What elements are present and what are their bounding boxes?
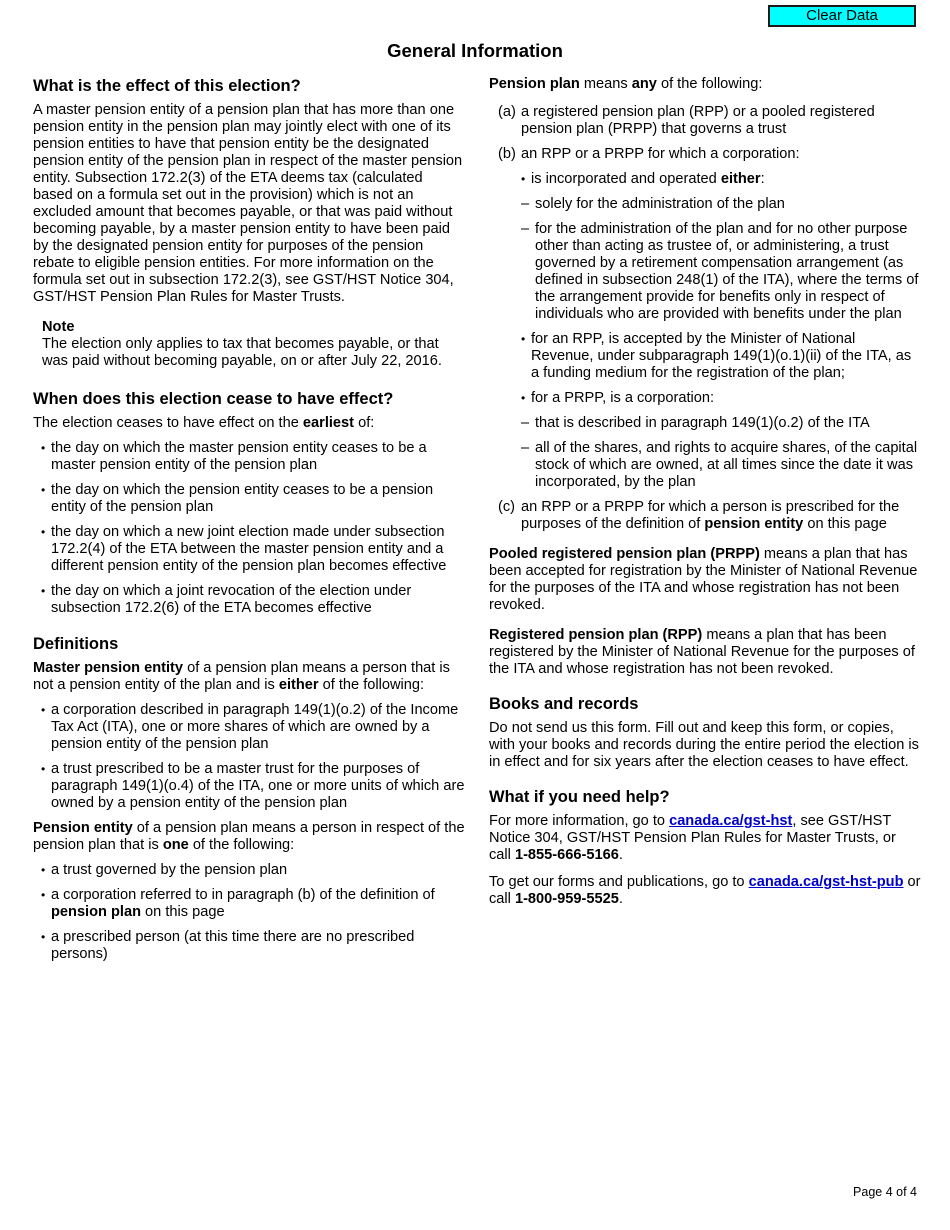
help-heading: What if you need help? bbox=[489, 788, 670, 806]
list-item: – solely for the administration of the plan bbox=[521, 196, 921, 213]
dash-list bbox=[521, 415, 921, 491]
master-entity-list bbox=[33, 702, 465, 812]
rpp-definition: Registered pension plan (RPP) means a plan that has been registered by the Minister of National Revenue for the purposes of the ITA and whose registration has not been revoked. bbox=[489, 627, 915, 677]
left-column bbox=[33, 76, 465, 971]
cease-intro: The election ceases to have effect on the earliest of: bbox=[33, 415, 375, 431]
cease-list bbox=[33, 440, 465, 617]
note-label: Note bbox=[42, 319, 75, 335]
note-text: The election only applies to tax that becomes payable, or that was paid without becoming payable, on or after July 22, 2016. bbox=[42, 336, 442, 369]
list-item: • the day on which the master pension entity ceases to be a master pension entity of the pension plan bbox=[33, 440, 465, 474]
list-item: • a trust prescribed to be a master trust for the purposes of paragraph 149(1)(o.4) of the ITA, one or more units of which are owned by a pension entity of the pension plan bbox=[33, 761, 465, 812]
list-item: • a prescribed person (at this time there are no prescribed persons) bbox=[33, 929, 465, 963]
dash-list bbox=[521, 196, 921, 323]
gst-hst-link[interactable]: canada.ca/gst-hst bbox=[669, 813, 793, 829]
phone-number: 1-800-959-5525 bbox=[514, 891, 619, 907]
gst-hst-pub-link[interactable]: canada.ca/gst-hst-pub bbox=[748, 874, 904, 890]
master-pension-entity-definition: Master pension entity of a pension plan means a person that is not a pension entity of the plan and is either of the following: bbox=[33, 660, 450, 693]
help-paragraph-1: For more information, go to canada.ca/gst-hst, see GST/HST Notice 304, GST/HST Pension Plan Rules for Master Trusts, or call 1-855-666-5166. bbox=[489, 813, 896, 863]
list-item: • the day on which the pension entity ceases to be a pension entity of the pension plan bbox=[33, 482, 465, 516]
pension-entity-definition: Pension entity of a pension plan means a person in respect of the pension plan that is one of the following: bbox=[33, 820, 465, 853]
item-label: (a) bbox=[498, 104, 516, 120]
list-item: • is incorporated and operated either: – solely for the administration of the plan – for the administration of the plan and for no other purpose other than acting as trustee of, or administering, a trust governed by a retirement compensation arrangement (as defined in subsection 248(1) of the ITA), where the terms of the arrangement provide for benefits only in respect of individuals who are provided with benefits under the plan bbox=[521, 171, 921, 323]
books-body: Do not send us this form. Fill out and keep this form, or copies, with your books and records during the entire period the election is in effect and for six years after the election ceases to have effect. bbox=[489, 720, 919, 770]
list-item: • a trust governed by the pension plan bbox=[33, 862, 465, 879]
books-heading: Books and records bbox=[489, 695, 639, 713]
definitions-heading: Definitions bbox=[33, 635, 119, 653]
pension-plan-item-b: (b) an RPP or a PRPP for which a corporation: • is incorporated and operated either: – solely for the administration of the plan – for the administration of the plan and for no other purpose other than acting as trustee of, or administering, a trust governed by a retirement compensation arrangement (as defined in subsection 248(1) of the ITA), where the terms of the arrangement provide for benefits only in respect of individuals who are provided with benefits under the plan • for an RPP, is accepted by the Minister of National Revenue, under subparagraph 149(1)(o.1)(ii) of the ITA, as a funding medium for the registration of the plan; • for a PRPP, is a corporation: – that is described in paragraph 149(1)(o.2) of the ITA – all of the shares, and rights to acquire shares, of the capital stock of which are owned, at all times since the date it was incorporated, by the plan bbox=[489, 146, 921, 491]
right-column bbox=[489, 76, 921, 908]
list-item: – that is described in paragraph 149(1)(o.2) of the ITA bbox=[521, 415, 921, 432]
help-paragraph-2: To get our forms and publications, go to canada.ca/gst-hst-pub or call 1-800-959-5525. bbox=[489, 874, 921, 907]
prpp-definition: Pooled registered pension plan (PRPP) means a plan that has been accepted for registration by the Minister of National Revenue for the purposes of the ITA and whose registration has not been revoked. bbox=[489, 546, 918, 613]
pension-entity-list bbox=[33, 862, 465, 963]
page-title: General Information bbox=[387, 40, 563, 61]
list-item: – for the administration of the plan and for no other purpose other than acting as trustee of, or administering, a trust governed by a retirement compensation arrangement (as defined in subsection 248(1) of the ITA), where the terms of the arrangement provide for benefits only in respect of individuals who are provided with benefits under the plan bbox=[521, 221, 921, 323]
list-item: • the day on which a new joint election made under subsection 172.2(4) of the ETA between the master pension entity and a different pension entity of the pension plan becomes effective bbox=[33, 524, 465, 575]
pension-plan-definition: Pension plan means any of the following: bbox=[489, 76, 763, 92]
list-item: • the day on which a joint revocation of the election under subsection 172.2(6) of the ETA becomes effective bbox=[33, 583, 465, 617]
note-box bbox=[42, 319, 465, 370]
list-item: • for an RPP, is accepted by the Minister of National Revenue, under subparagraph 149(1)(o.1)(ii) of the ITA, as a funding medium for the registration of the plan; bbox=[521, 331, 921, 382]
pension-plan-item-c: (c) an RPP or a PRPP for which a person is prescribed for the purposes of the definition of pension entity on this page bbox=[498, 499, 900, 532]
item-label: (b) bbox=[498, 146, 516, 162]
phone-number: 1-855-666-5166 bbox=[514, 847, 619, 863]
list-item: – all of the shares, and rights to acquire shares, of the capital stock of which are owned, at all times since the date it was incorporated, by the plan bbox=[521, 440, 921, 491]
clear-data-button[interactable]: Clear Data bbox=[768, 5, 916, 27]
cease-heading: When does this election cease to have effect? bbox=[33, 390, 394, 408]
effect-heading: What is the effect of this election? bbox=[33, 77, 301, 95]
page-number: Page 4 of 4 bbox=[853, 1185, 917, 1199]
item-b-sublist bbox=[521, 171, 921, 491]
list-item: • a corporation described in paragraph 149(1)(o.2) of the Income Tax Act (ITA), one or more shares of which are owned by a pension entity of the pension plan bbox=[33, 702, 465, 753]
list-item: • a corporation referred to in paragraph (b) of the definition of pension plan on this page bbox=[33, 887, 465, 921]
list-item: • for a PRPP, is a corporation: – that is described in paragraph 149(1)(o.2) of the ITA – all of the shares, and rights to acquire shares, of the capital stock of which are owned, at all times since the date it was incorporated, by the plan bbox=[521, 390, 921, 491]
pension-plan-item-a: (a) a registered pension plan (RPP) or a pooled registered pension plan (PRPP) that governs a trust bbox=[498, 104, 875, 137]
item-label: (c) bbox=[498, 499, 516, 515]
effect-body: A master pension entity of a pension plan that has more than one pension entity in the pension plan may jointly elect with one of its pension entities to have that pension entity be the designated pension entity of the pension plan in respect of the master pension entity. Subsection 172.2(3) of the ETA deems tax (calculated based on a formula set out in the provision) which is not an excluded amount that becomes payable, or that was paid without becoming payable, by a master pension entity to have been paid by the designated pension entity for purposes of the pension rebate to eligible pension entities. For more information on the formula set out in subsection 172.2(3), see GST/HST Notice 304, GST/HST Pension Plan Rules for Master Trusts. bbox=[33, 102, 463, 305]
